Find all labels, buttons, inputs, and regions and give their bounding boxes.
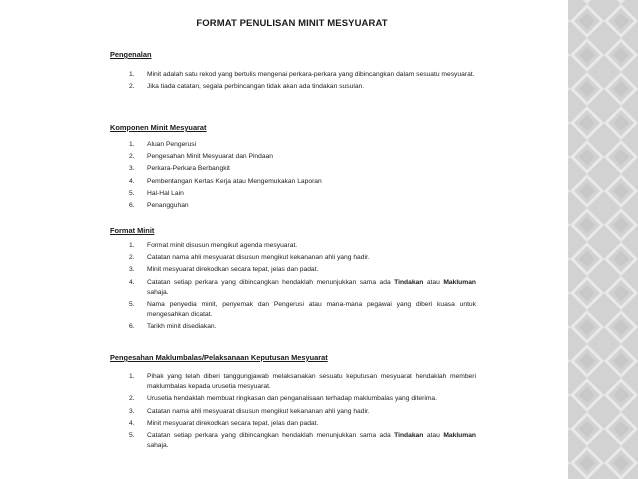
section-heading-komponen: Komponen Minit Mesyuarat <box>110 123 207 132</box>
list-item: 2. Catatan nama ahli mesyuarat disusun mengikut kekananan ahli yang hadir. <box>129 254 370 262</box>
list-item: 3. Minit mesyuarat direkodkan secara tepat, jelas dan padat. <box>129 266 319 274</box>
list-item: 5. Nama penyedia minit, penyemak dan Pengerusi atau mana-mana pegawai yang diberi kuasa untuk mengesahkan dicatat. <box>129 301 476 319</box>
list-item: 6. Penangguhan <box>129 202 189 210</box>
decorative-side-panel <box>568 0 638 479</box>
list-item: 1. Aluan Pengerusi <box>129 141 197 148</box>
list-komponen <box>108 140 476 213</box>
list-item: 2. Jika tiada catatan, segala perbincangan tidak akan ada tindakan susulan. <box>129 83 365 91</box>
list-item: 5. Catatan setiap perkara yang dibincangkan hendaklah menunjukkan sama ada Tindakan atau Makluman sahaja. <box>129 432 477 450</box>
list-item: 1. Pihak yang telah diberi tanggungjawab melaksanakan sesuatu keputusan mesyuarat hendaklah memberi maklumbalas kepada urusetia mesyuarat. <box>129 373 476 391</box>
list-item: 1. Format minit disusun mengikut agenda mesyuarat. <box>129 242 298 249</box>
section-heading-pengesahan: Pengesahan Maklumbalas/Pelaksanaan Keputusan Mesyuarat <box>110 353 328 362</box>
list-pengenalan <box>108 70 476 94</box>
list-item: 6. Tarikh minit disediakan. <box>129 323 217 331</box>
section-heading-format-minit: Format Minit <box>110 226 155 235</box>
list-format-minit <box>108 241 476 335</box>
list-item: 3. Perkara-Perkara Berbangkit <box>129 165 230 173</box>
list-item: 5. Hal-Hal Lain <box>129 189 184 197</box>
list-item: 3. Catatan nama ahli mesyuarat disusun mengikut kekananan ahli yang hadir. <box>129 407 370 415</box>
diamond-pattern <box>568 0 638 479</box>
list-item: 1. Minit adalah satu rekod yang bertulis mengenai perkara-perkara yang dibincangkan dalam sesuatu mesyuarat. <box>129 71 475 78</box>
list-item: 4. Minit mesyuarat direkodkan secara tepat, jelas dan padat. <box>129 419 319 427</box>
document-page <box>108 8 476 474</box>
list-item: 2. Urusetia hendaklah membuat ringkasan dan penganalisaan terhadap maklumbalas yang diterima. <box>129 395 437 403</box>
list-pengesahan <box>108 372 476 453</box>
list-item: 4. Pembentangan Kertas Kerja atau Mengemukakan Laporan <box>129 177 322 185</box>
list-item: 4. Catatan setiap perkara yang dibincangkan hendaklah menunjukkan sama ada Tindakan atau Makluman sahaja. <box>129 278 477 296</box>
document-title: FORMAT PENULISAN MINIT MESYUARAT <box>196 18 388 29</box>
section-heading-pengenalan: Pengenalan <box>110 50 152 59</box>
list-item: 2. Pengesahan Minit Mesyuarat dan Pindaan <box>129 153 274 161</box>
